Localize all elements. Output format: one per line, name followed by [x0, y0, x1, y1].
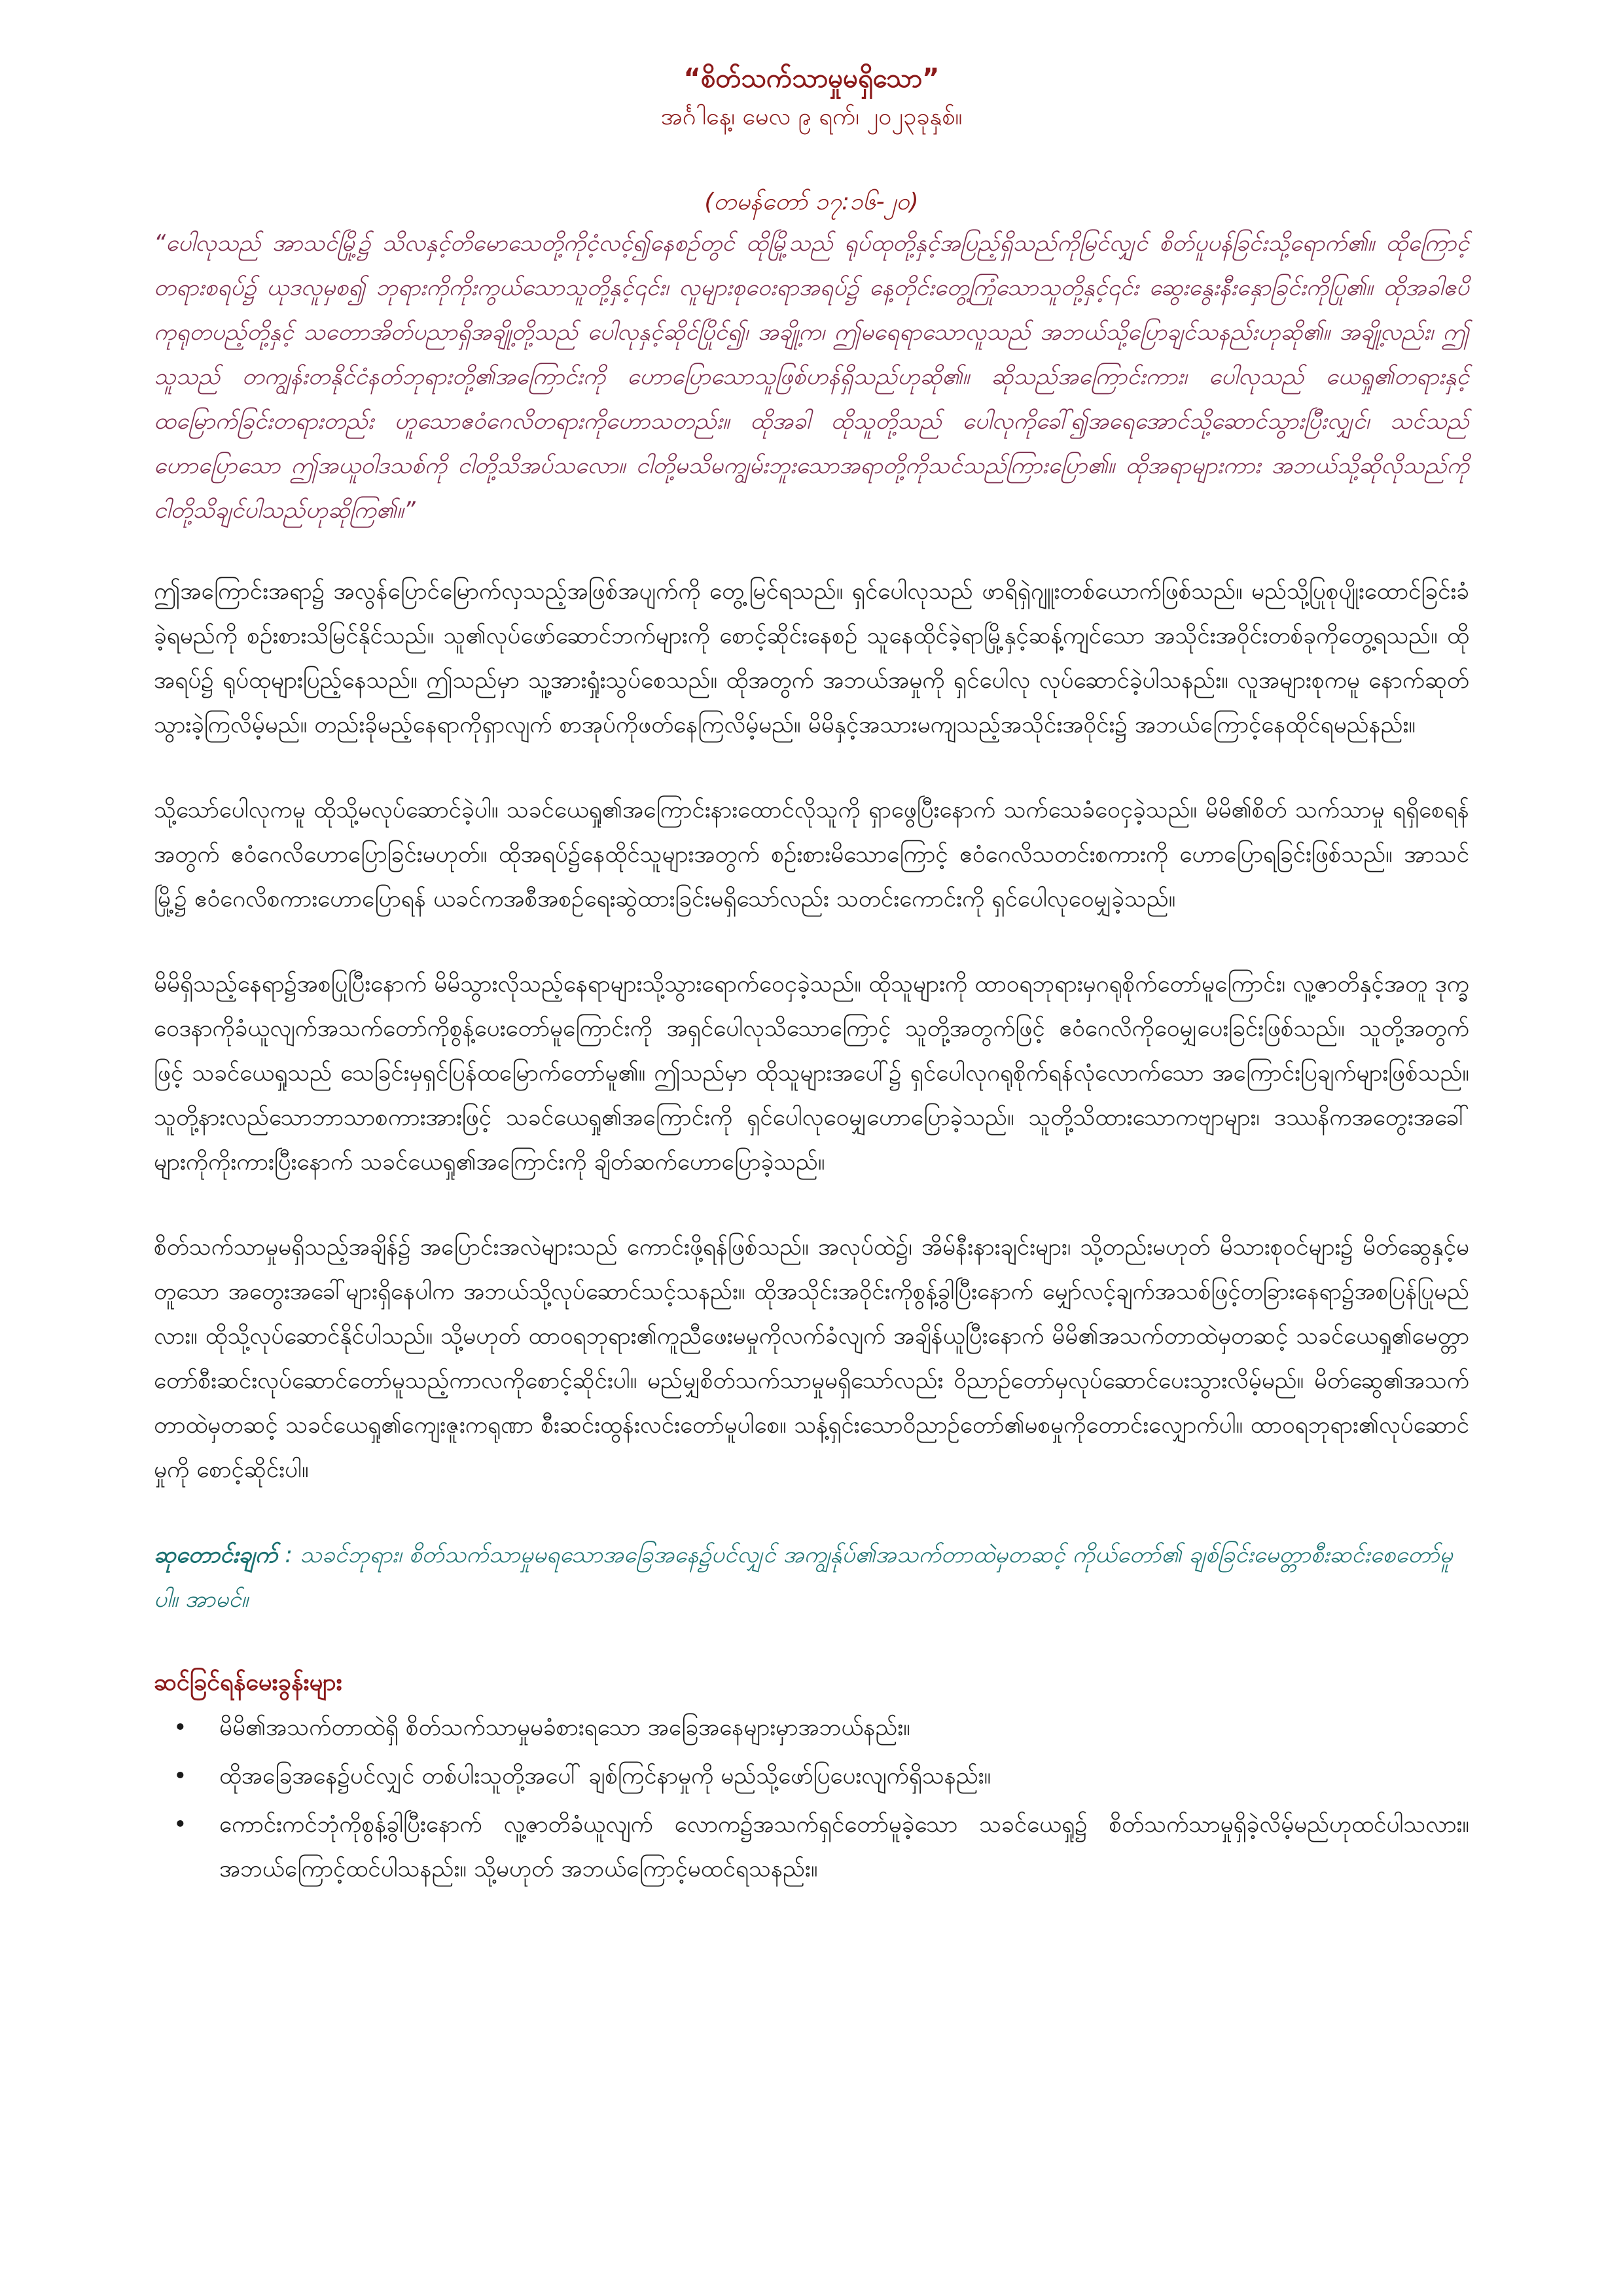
- question-text: မိမိ၏အသက်တာထဲရှိ စိတ်သက်သာမှုမခံစားရသော အခြေအနေများမှာအဘယ်နည်း။: [219, 1715, 910, 1741]
- scripture-reference: (တမန်တော် ၁၇:၁၆-၂၀): [704, 188, 919, 215]
- bullet-icon: •: [173, 1763, 187, 1789]
- prayer-block: [154, 1533, 1469, 1622]
- question-text: ကောင်းကင်ဘုံကိုစွန့်ခွါပြီးနောက် လူ့ဇာတိခံယူလျက် လောက၌အသက်ရှင်တော်မူခဲ့သော သခင်ယေရှု၌ စိတ်သက်သာမှုရှိခဲ့လိမ့်မည်ဟုထင်ပါသလား။ အဘယ်ကြောင့်ထင်ပါသနည်း။ သို့မဟုတ် အဘယ်ကြောင့်မထင်ရသနည်း။: [219, 1812, 1469, 1882]
- bullet-icon: •: [173, 1715, 187, 1741]
- question-item: [173, 1803, 1469, 1892]
- body-paragraph-1: ဤအကြောင်းအရာ၌ အလွန်ပြောင်မြောက်လှသည့်အဖြစ်အပျက်ကို တွေ့မြင်ရသည်။ ရှင်ပေါလုသည် ဖာရိရှဲဂျူးတစ်ယောက်ဖြစ်သည်။ မည်သို့ပြုစုပျိုးထောင်ခြင်းခံခဲ့ရမည်ကို စဉ်းစားသိမြင်နိုင်သည်။ သူ၏လုပ်ဖော်ဆောင်ဘက်များကို စောင့်ဆိုင်းနေစဉ် သူနေထိုင်ခဲ့ရာမြို့နှင့်ဆန့်ကျင်သော အသိုင်းအဝိုင်းတစ်ခုကိုတွေ့ရသည်။ ထိုအရပ်၌ ရုပ်ထုများပြည့်နေသည်။ ဤသည်မှာ သူ့အားရှုံးသွပ်စေသည်။ ထိုအတွက် အဘယ်အမှုကို ရှင်ပေါလု လုပ်ဆောင်ခဲ့ပါသနည်း။ လူအများစုကမူ နောက်ဆုတ်သွားခဲ့ကြလိမ့်မည်။ တည်းခိုမည့်နေရာကိုရှာလျက် စာအုပ်ကိုဖတ်နေကြလိမ့်မည်။ မိမိနှင့်အသားမကျသည့်အသိုင်းအဝိုင်း၌ အဘယ်ကြောင့်နေထိုင်ရမည်နည်း။: [154, 579, 1469, 738]
- questions-heading: ဆင်ခြင်ရန်မေးခွန်းများ: [154, 1669, 342, 1696]
- body-paragraph-4: စိတ်သက်သာမှုမရှိသည့်အချိန်၌ အပြောင်းအလဲများသည် ကောင်းဖို့ရန်ဖြစ်သည်။ အလုပ်ထဲ၌၊ အိမ်နီးနားချင်းများ၊ သို့တည်းမဟုတ် မိသားစုဝင်များ၌ မိတ်ဆွေနှင့်မတူသော အတွေးအခေါ်များရှိနေပါက အဘယ်သို့လုပ်ဆောင်သင့်သနည်း။ ထိုအသိုင်းအဝိုင်းကိုစွန့်ခွါပြီးနောက် မျှော်လင့်ချက်အသစ်ဖြင့်တခြားနေရာ၌အစပြန်ပြုမည်လား။ ထိုသို့လုပ်ဆောင်နိုင်ပါသည်။ သို့မဟုတ် ထာဝရဘုရား၏ကူညီဖေးမမှုကိုလက်ခံလျက် အချိန်ယူပြီးနောက် မိမိ၏အသက်တာထဲမှတဆင့် သခင်ယေရှု၏မေတ္တာတော်စီးဆင်းလုပ်ဆောင်တော်မူသည့်ကာလကိုစောင့်ဆိုင်းပါ။ မည်မျှစိတ်သက်သာမှုမရှိသော်လည်း ဝိညာဉ်တော်မှလုပ်ဆောင်ပေးသွားလိမ့်မည်။ မိတ်ဆွေ၏အသက်တာထဲမှတဆင့် သခင်ယေရှု၏ကျေးဇူးကရုဏာ စီးဆင်းထွန်းလင်းတော်မူပါစေ။ သန့်ရှင်းသောဝိညာဉ်တော်၏မစမှုကိုတောင်းလျှောက်ပါ။ ထာဝရဘုရား၏လုပ်ဆောင်မှုကို စောင့်ဆိုင်းပါ။: [154, 1234, 1469, 1483]
- prayer-label: ဆုတောင်းချက်: [154, 1542, 278, 1568]
- body-paragraph-3: မိမိရှိသည့်နေရာ၌အစပြုပြီးနောက် မိမိသွားလိုသည့်နေရာများသို့သွားရောက်ဝေငှခဲ့သည်။ ထိုသူများကို ထာဝရဘုရားမှဂရုစိုက်တော်မူကြောင်း၊ လူ့ဇာတိနှင့်အတူ ဒုက္ခဝေဒနာကိုခံယူလျက်အသက်တော်ကိုစွန့်ပေးတော်မူကြောင်းကို အရှင်ပေါလုသိသောကြောင့် သူတို့အတွက်ဖြင့် ဧဝံဂေလိကိုဝေမျှပေးခြင်းဖြစ်သည်။ သူတို့အတွက်ဖြင့် သခင်ယေရှုသည် သေခြင်းမှရှင်ပြန်ထမြောက်တော်မူ၏။ ဤသည်မှာ ထိုသူများအပေါ်၌ ရှင်ပေါလုဂရုစိုက်ရန်လုံလောက်သော အကြောင်းပြချက်များဖြစ်သည်။ သူတို့နားလည်သောဘာသာစကားအားဖြင့် သခင်ယေရှု၏အကြောင်းကို ရှင်ပေါလုဝေမျှဟောပြောခဲ့သည်။ သူတို့သိထားသောကဗျာများ၊ ဒဿနိကအတွေးအခေါ်များကိုကိုးကားပြီးနောက် သခင်ယေရှု၏အကြောင်းကို ချိတ်ဆက်ဟောပြောခဲ့သည်။: [154, 971, 1469, 1175]
- scripture-quote: “ပေါလုသည် အာသင်မြို့၌ သိလနှင့်တိမောသေတို့ကိုငံ့လင့်၍နေစဉ်တွင် ထိုမြို့သည် ရုပ်ထုတို့နှင့်အပြည့်ရှိသည်ကိုမြင်လျှင် စိတ်ပူပန်ခြင်းသို့ရောက်၏။ ထိုကြောင့် တရားစရပ်၌ ယုဒလူမှစ၍ ဘုရားကိုကိုးကွယ်သောသူတို့နှင့်၎င်း၊ လူများစုဝေးရာအရပ်၌ နေ့တိုင်းတွေ့ကြုံသောသူတို့နှင့်၎င်း ဆွေးနွေးနီးနှောခြင်းကိုပြု၏။ ထိုအခါဧပိကုရုတပည့်တို့နှင့် သတောအိတ်ပညာရှိအချို့တို့သည် ပေါလုနှင့်ဆိုင်ပြိုင်၍၊ အချို့က၊ ဤမရေရာသောလူသည် အဘယ်သို့ပြောချင်သနည်းဟုဆို၏။ အချို့လည်း၊ ဤသူသည် တကျွန်းတနိုင်ငံနတ်ဘုရားတို့၏အကြောင်းကို ဟောပြောသောသူဖြစ်ဟန်ရှိသည်ဟုဆို၏။ ဆိုသည်အကြောင်းကား၊ ပေါလုသည် ယေရှု၏တရားနှင့်ထမြောက်ခြင်းတရားတည်း ဟူသောဧဝံဂေလိတရားကိုဟောသတည်း။ ထိုအခါ ထိုသူတို့သည် ပေါလုကိုခေါ်၍အရေအောင်သို့ဆောင်သွားပြီးလျှင်၊ သင်သည်ဟောပြောသော ဤအယူဝါဒသစ်ကို ငါတို့သိအပ်သလော။ ငါတို့မသိမကျွမ်းဘူးသောအရာတို့ကိုသင်သည်ကြားပြော၏။ ထိုအရာများကား အဘယ်သို့ဆိုလိုသည်ကို ငါတို့သိချင်ပါသည်ဟုဆိုကြ၏။”: [154, 230, 1469, 524]
- prayer-text: : သခင်ဘုရား၊ စိတ်သက်သာမှုမရသောအခြေအနေ၌ပင်လျှင် အကျွန်ုပ်၏အသက်တာထဲမှတဆင့် ကိုယ်တော်၏ ချစ်ခြင်းမေတ္တာစီးဆင်းစေတော်မူပါ။ အာမင်။: [154, 1542, 1453, 1613]
- questions-list: [154, 1706, 1469, 1892]
- question-text: ထိုအခြေအနေ၌ပင်လျှင် တစ်ပါးသူတို့အပေါ် ချစ်ကြင်နာမှုကို မည်သို့ဖော်ပြပေးလျက်ရှိသနည်း။: [219, 1763, 991, 1789]
- page-title: “စိတ်သက်သာမှုမရှိသော”: [683, 63, 940, 94]
- question-item: [173, 1754, 1469, 1799]
- body-paragraph-2: သို့သော်ပေါလုကမူ ထိုသို့မလုပ်ဆောင်ခဲ့ပါ။ သခင်ယေရှု၏အကြောင်းနားထောင်လိုသူကို ရှာဖွေပြီးနောက် သက်သေခံဝေငှခဲ့သည်။ မိမိ၏စိတ် သက်သာမှု ရရှိစေရန်အတွက် ဧဝံဂေလိဟောပြောခြင်းမဟုတ်။ ထိုအရပ်၌နေထိုင်သူများအတွက် စဉ်းစားမိသောကြောင့် ဧဝံဂေလိသတင်းစကားကို ဟောပြောရခြင်းဖြစ်သည်။ အာသင်မြို့၌ ဧဝံဂေလိစကားဟောပြောရန် ယခင်ကအစီအစဉ်ရေးဆွဲထားခြင်းမရှိသော်လည်း သတင်းကောင်းကို ရှင်ပေါလုဝေမျှခဲ့သည်။: [154, 797, 1469, 912]
- page-date: အင်္ဂါနေ့၊ မေလ ၉ ရက်၊ ၂၀၂၃ခုနှစ်။: [660, 103, 963, 130]
- bullet-icon: •: [173, 1812, 187, 1838]
- question-item: [173, 1706, 1469, 1750]
